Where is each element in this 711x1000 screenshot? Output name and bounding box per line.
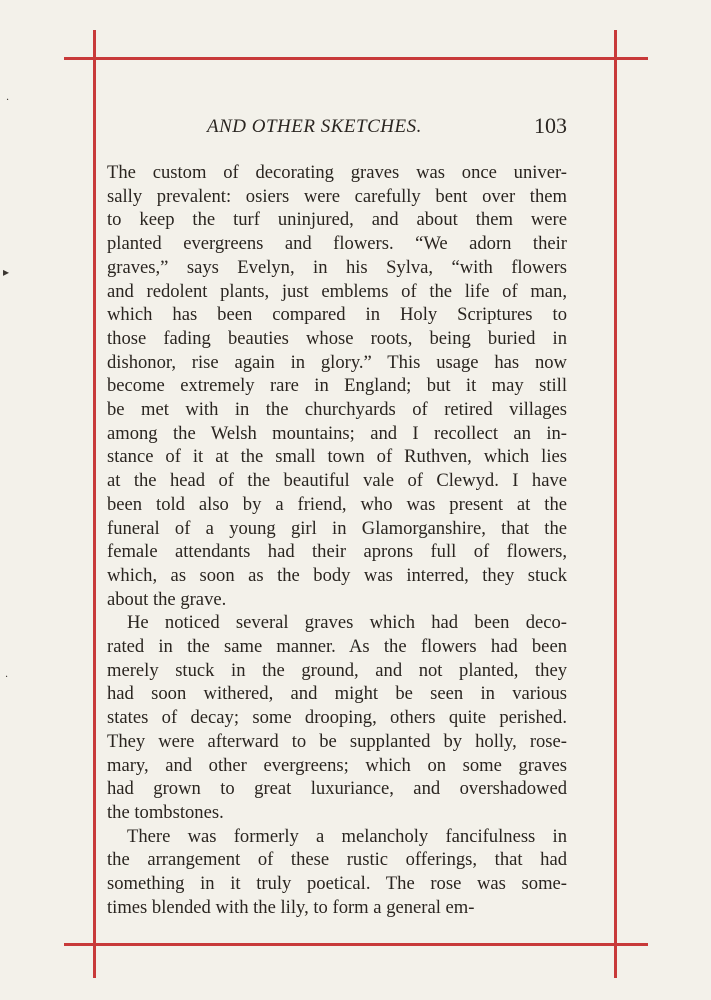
text-line: sally prevalent: osiers were carefully bent over them: [107, 185, 567, 207]
text-line: planted evergreens and flowers. “We adorn their: [107, 233, 567, 255]
text-line: rated in the same manner. As the flowers had been: [107, 636, 567, 658]
text-line: The custom of decorating graves was once univer-: [107, 162, 567, 183]
text-line: There was formerly a melancholy fancifulness in: [127, 825, 567, 847]
margin-speck: ·: [6, 95, 10, 106]
text-line: be met with in the churchyards of retired villages: [107, 399, 567, 421]
text-line: had soon withered, and might be seen in various: [107, 683, 567, 705]
text-line: among the Welsh mountains; and I recollect an in-: [107, 422, 567, 444]
text-line: the arrangement of these rustic offerings, that had: [107, 849, 567, 871]
text-line: mary, and other evergreens; which on some graves: [107, 754, 567, 776]
paragraph: [107, 825, 567, 920]
text-line: had grown to great luxuriance, and overshadowed: [107, 778, 567, 800]
text-line: been told also by a friend, who was present at the: [107, 493, 567, 515]
text-line: He noticed several graves which had been deco-: [127, 612, 567, 634]
text-line: dishonor, rise again in glory.” This usage has now: [107, 351, 567, 373]
page-number: 103: [534, 113, 567, 138]
text-line: states of decay; some drooping, others quite perished.: [107, 707, 567, 729]
paragraph: [107, 611, 567, 824]
text-line: graves,” says Evelyn, in his Sylva, “with flowers: [107, 256, 567, 278]
text-line: those fading beauties whose roots, being buried in: [107, 327, 567, 349]
margin-speck: ▸: [3, 265, 10, 279]
text-line: about the grave.: [107, 588, 227, 610]
running-title: AND OTHER SKETCHES.: [207, 116, 422, 137]
bottom-border-rule: [64, 943, 648, 946]
text-line: something in it truly poetical. The rose was some-: [107, 873, 567, 895]
top-border-rule: [64, 57, 648, 60]
margin-speck: ·: [5, 672, 9, 683]
text-line: times blended with the lily, to form a general em-: [107, 896, 475, 918]
left-border-rule: [93, 30, 96, 978]
text-line: funeral of a young girl in Glamorganshire, that the: [107, 517, 567, 539]
text-line: merely stuck in the ground, and not planted, they: [107, 659, 567, 681]
text-line: to keep the turf uninjured, and about them were: [107, 209, 567, 231]
text-line: stance of it at the small town of Ruthven, which lies: [107, 446, 567, 468]
running-head: [105, 113, 567, 143]
text-line: and redolent plants, just emblems of the life of man,: [107, 280, 567, 302]
text-line: They were afterward to be supplanted by holly, rose-: [107, 730, 567, 752]
text-line: which, as soon as the body was interred, they stuck: [107, 564, 567, 586]
text-line: at the head of the beautiful vale of Clewyd. I have: [107, 470, 567, 492]
text-line: which has been compared in Holy Scriptures to: [107, 304, 567, 326]
text-line: female attendants had their aprons full of flowers,: [107, 541, 567, 563]
body-text: [107, 161, 567, 920]
text-line: the tombstones.: [107, 801, 224, 823]
text-line: become extremely rare in England; but it may still: [107, 375, 567, 397]
right-border-rule: [614, 30, 617, 978]
paragraph: [107, 161, 567, 611]
